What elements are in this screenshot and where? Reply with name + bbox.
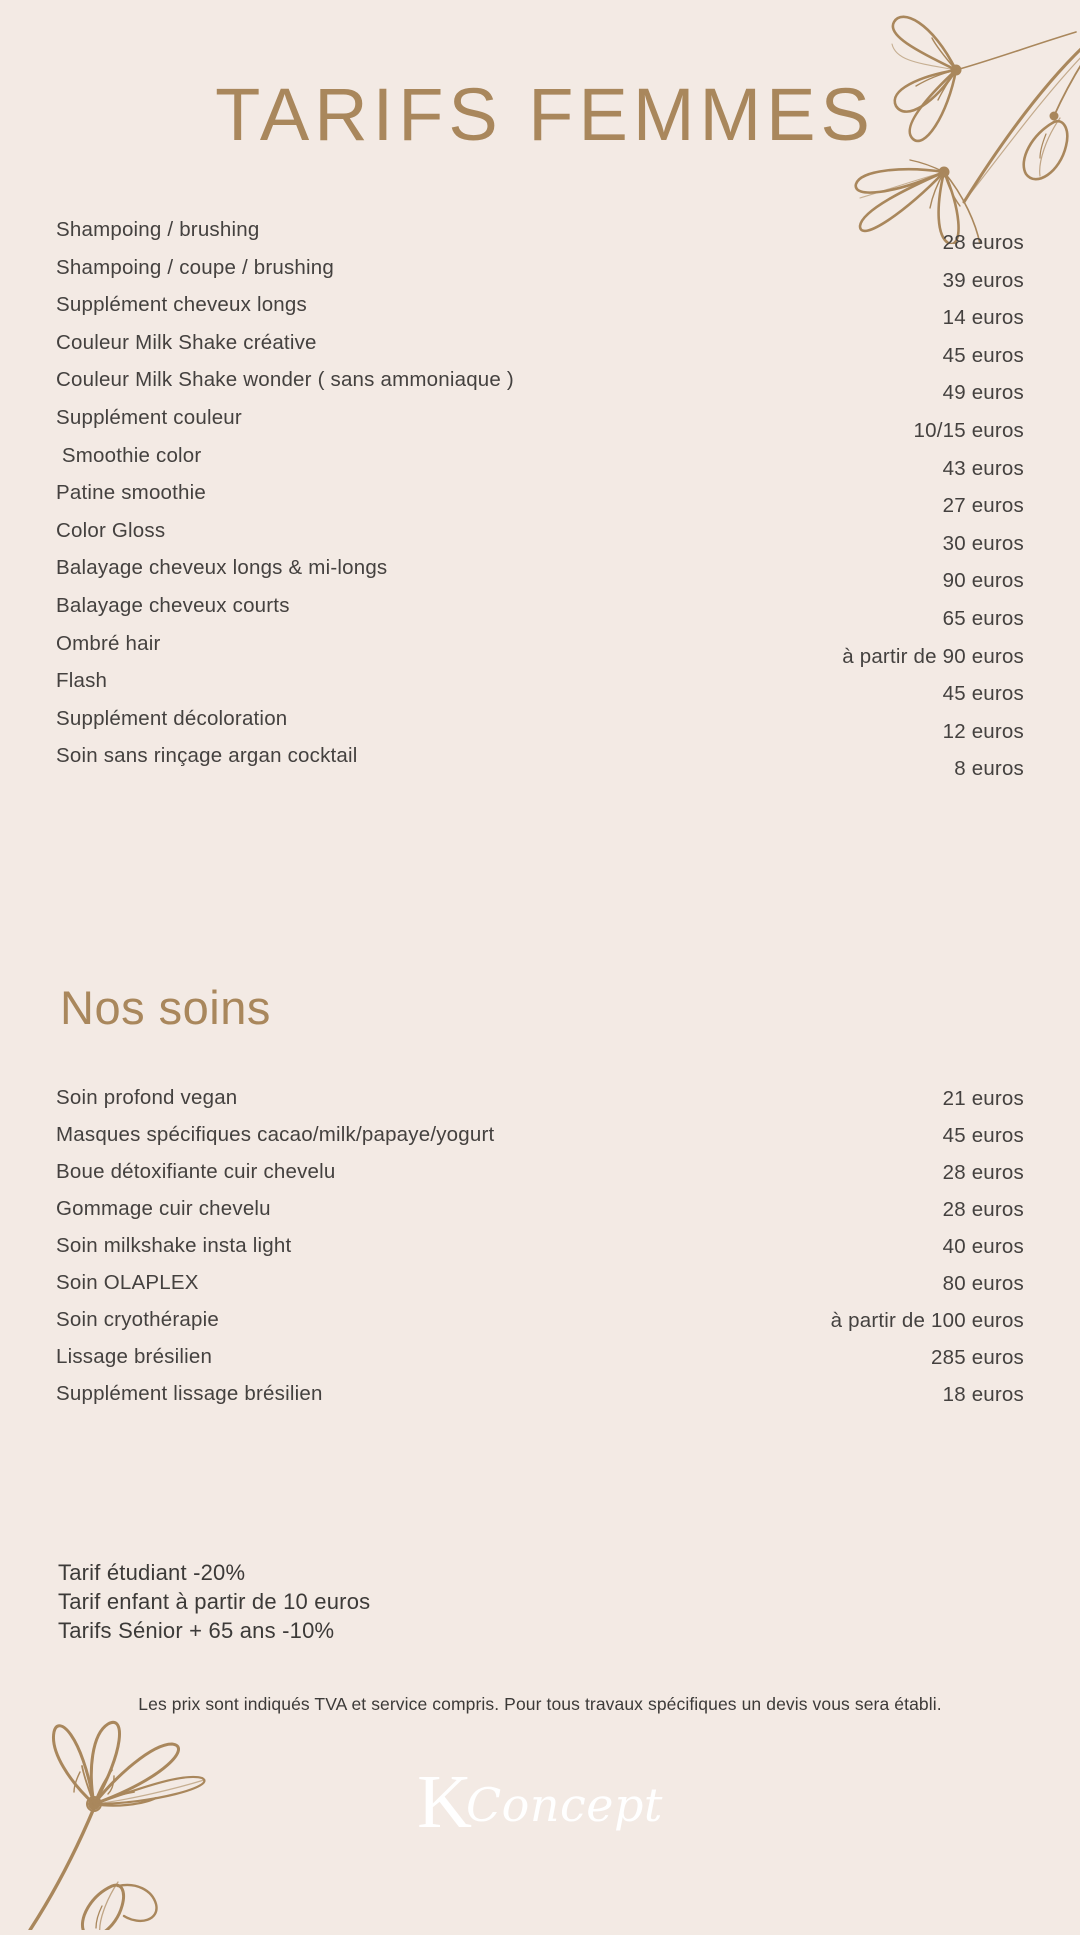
tariff-row	[56, 1197, 1024, 1234]
tariff-row	[56, 519, 1024, 557]
note-line: Tarif enfant à partir de 10 euros	[58, 1589, 371, 1615]
tariff-row	[56, 669, 1024, 707]
tariff-row	[56, 444, 1024, 482]
tariff-row	[56, 1308, 1024, 1345]
page-title: TARIFS FEMMES	[215, 73, 875, 156]
tariff-list-femmes	[56, 218, 1024, 782]
service-price: 40 euros	[942, 1235, 1024, 1258]
service-label: Flash	[56, 669, 108, 693]
service-price: 27 euros	[942, 494, 1024, 518]
note-line: Tarifs Sénior + 65 ans -10%	[58, 1618, 335, 1644]
service-label: Patine smoothie	[56, 481, 207, 505]
tariff-list-soins	[56, 1086, 1024, 1419]
page-title-container	[0, 73, 1080, 156]
service-label: Soin profond vegan	[56, 1086, 238, 1109]
tariff-row	[56, 1271, 1024, 1308]
tariff-row	[56, 744, 1024, 782]
service-price: 49 euros	[942, 381, 1024, 405]
service-price: 80 euros	[942, 1272, 1024, 1295]
service-price: 18 euros	[942, 1383, 1024, 1406]
service-price: à partir de 100 euros	[830, 1309, 1024, 1332]
service-price: 90 euros	[942, 569, 1024, 593]
tariff-row	[56, 556, 1024, 594]
logo-initial: K	[417, 1760, 472, 1844]
service-price: 14 euros	[942, 306, 1024, 330]
tariff-row	[56, 368, 1024, 406]
brand-logo	[0, 1760, 1080, 1844]
service-price: 8 euros	[954, 757, 1024, 781]
disclaimer-text: Les prix sont indiqués TVA et service compris. Pour tous travaux spécifiques un devis vous sera établi.	[138, 1694, 942, 1714]
service-label: Soin OLAPLEX	[56, 1271, 199, 1294]
discount-notes	[58, 1558, 370, 1645]
service-price: 45 euros	[942, 682, 1024, 706]
tariff-row	[56, 1086, 1024, 1123]
tariff-row	[56, 293, 1024, 331]
tariff-row	[56, 707, 1024, 745]
service-label: Soin milkshake insta light	[56, 1234, 292, 1257]
service-label: Shampoing / brushing	[56, 218, 260, 241]
service-label: Supplément lissage brésilien	[56, 1382, 323, 1405]
service-price: 43 euros	[942, 456, 1024, 480]
service-price: 285 euros	[931, 1346, 1024, 1369]
tariff-row	[56, 1160, 1024, 1197]
service-price: 45 euros	[942, 343, 1024, 367]
tariff-row	[56, 1345, 1024, 1382]
tariff-row	[56, 1382, 1024, 1419]
tariff-row	[56, 594, 1024, 632]
service-label: Boue détoxifiante cuir chevelu	[56, 1160, 336, 1183]
tariff-row	[56, 1123, 1024, 1160]
service-label: Supplément décoloration	[56, 706, 288, 730]
service-price: 28 euros	[942, 1198, 1024, 1221]
service-price: 28 euros	[942, 231, 1024, 254]
service-label: Balayage cheveux courts	[56, 593, 290, 617]
service-label: Soin cryothérapie	[56, 1308, 219, 1331]
logo-word: Concept	[465, 1778, 663, 1832]
service-price: 21 euros	[942, 1087, 1024, 1110]
service-label: Smoothie color	[56, 443, 202, 467]
tariff-row	[56, 331, 1024, 369]
service-price: à partir de 90 euros	[842, 644, 1024, 668]
service-price: 45 euros	[942, 1124, 1024, 1147]
service-price: 30 euros	[942, 531, 1024, 555]
service-label: Couleur Milk Shake créative	[56, 330, 317, 354]
service-price: 28 euros	[942, 1161, 1024, 1184]
tariff-row	[56, 632, 1024, 670]
tariff-row	[56, 218, 1024, 256]
tariff-row	[56, 1234, 1024, 1271]
service-label: Masques spécifiques cacao/milk/papaye/yogurt	[56, 1123, 495, 1146]
service-price: 65 euros	[942, 606, 1024, 630]
service-label: Balayage cheveux longs & mi-longs	[56, 556, 388, 580]
tariff-row	[56, 481, 1024, 519]
service-label: Soin sans rinçage argan cocktail	[56, 744, 358, 768]
note-line: Tarif étudiant -20%	[58, 1560, 246, 1585]
service-label: Gommage cuir chevelu	[56, 1197, 271, 1220]
service-label: Shampoing / coupe / brushing	[56, 255, 334, 279]
service-label: Supplément cheveux longs	[56, 293, 307, 317]
tariff-row	[56, 406, 1024, 444]
service-label: Ombré hair	[56, 631, 161, 655]
section-heading-soins: Nos soins	[60, 981, 271, 1034]
service-price: 10/15 euros	[913, 418, 1024, 442]
tariff-row	[56, 256, 1024, 294]
service-label: Supplément couleur	[56, 405, 242, 429]
service-price: 39 euros	[942, 268, 1024, 292]
service-label: Lissage brésilien	[56, 1345, 213, 1368]
service-label: Couleur Milk Shake wonder ( sans ammoniaque )	[56, 368, 514, 392]
service-price: 12 euros	[942, 719, 1024, 743]
service-label: Color Gloss	[56, 518, 166, 542]
